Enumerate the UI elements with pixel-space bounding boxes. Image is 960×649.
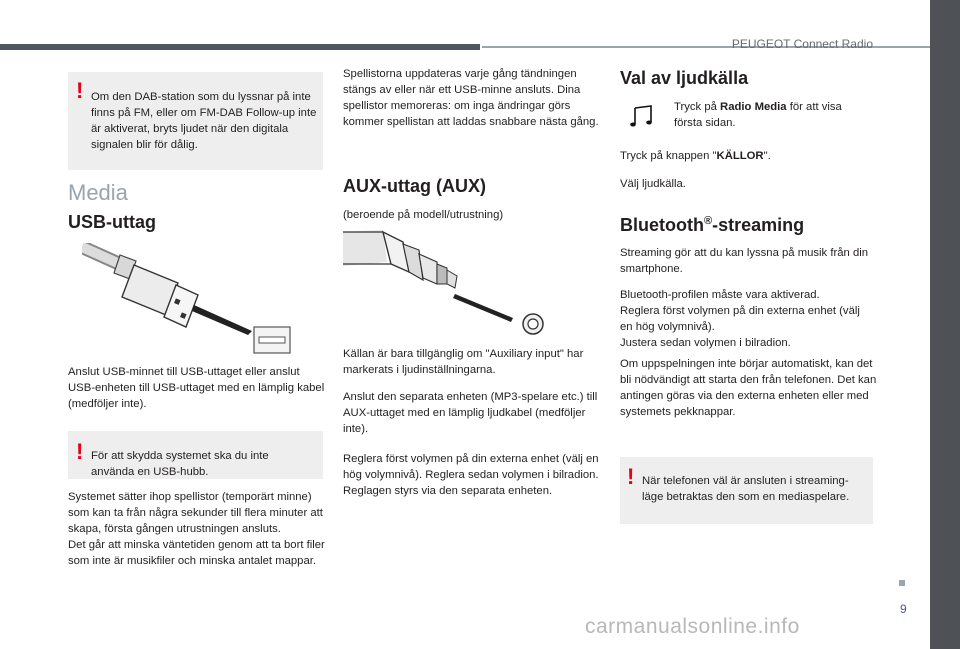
header-bar-dark (0, 44, 480, 50)
exclamation-icon: ! (627, 464, 635, 489)
bluetooth-paragraph-3: Om uppspelningen inte börjar automatiskt, kan det bli nödvändigt att starta den från telefonen. Det kan antingen göras via den externa enheten eller med systemets pekknappar. (620, 358, 877, 418)
note-hub-text: För att skydda systemet ska du inte använda en USB-hubb. (91, 450, 269, 479)
playlist-paragraph: Spellistorna uppdateras varje gång tändningen stängs av eller när ett USB-minne ansluts. Dina spellistor memoreras: om inga ändringar görs kommer spellistan att laddas snabbare nästa gång. (343, 68, 599, 128)
bluetooth-heading-suffix: -streaming (712, 215, 805, 235)
media-heading: Media (68, 180, 128, 205)
aux-subtitle: (beroende på modell/utrustning) (343, 209, 504, 221)
exclamation-icon: ! (76, 439, 84, 464)
watermark: carmanualsonline.info (585, 615, 800, 638)
source-paragraph-3: Välj ljudkälla. (620, 178, 686, 190)
source-p1-text: Tryck på (674, 101, 721, 113)
exclamation-icon: ! (76, 78, 84, 103)
source-p2-text: Tryck på knappen " (620, 150, 717, 162)
usb-paragraph-1: Anslut USB-minnet till USB-uttaget eller anslut USB-enheten till USB-uttaget med en lämplig kabel (medföljer inte). (68, 366, 325, 410)
aux-jack-icon (343, 228, 548, 336)
source-heading: Val av ljudkälla (620, 68, 749, 88)
right-sidebar (930, 0, 960, 649)
source-paragraph-2 (620, 148, 880, 164)
kallor-label: KÄLLOR (716, 150, 764, 162)
end-mark (899, 580, 905, 586)
header-title: PEUGEOT Connect Radio (731, 37, 873, 51)
usb-paragraph-2: Systemet sätter ihop spellistor (temporärt minne) som kan ta från några sekunder till flera minuter att skapa, första gången utrustningen ansluts. Det går att minska väntetiden genom att ta bort filer som inte är musikfiler och minska antalet mappar. (68, 491, 325, 567)
music-note-icon (630, 103, 656, 129)
source-paragraph-1 (674, 99, 864, 131)
note-dab-text: Om den DAB-station som du lyssnar på inte finns på FM, eller om FM-DAB Follow-up inte är aktiverat, bryts ljudet när den digitala signalen blir för dålig. (91, 91, 317, 152)
aux-paragraph-1: Källan är bara tillgänglig om "Auxiliary input" har markerats i ljudinställningarna. (343, 348, 584, 376)
aux-heading: AUX-uttag (AUX) (343, 176, 486, 196)
bluetooth-paragraph-1: Streaming gör att du kan lyssna på musik från din smartphone. (620, 247, 869, 275)
aux-paragraph-3: Reglera först volymen på din externa enhet (välj en hög volymnivå). Reglera sedan volymen i bilradion. Reglagen styrs via den separata enheten. (343, 453, 599, 497)
registered-mark: ® (703, 215, 713, 227)
radio-media-label: Radio Media (720, 101, 787, 113)
bluetooth-heading (620, 215, 804, 236)
bluetooth-heading-text: Bluetooth (620, 215, 704, 235)
usb-heading: USB-uttag (68, 212, 156, 232)
source-p2-text-end: ". (763, 150, 771, 162)
bluetooth-paragraph-2: Bluetooth-profilen måste vara aktiverad. Reglera först volymen på din externa enhet (välj en hög volymnivå). Justera sedan volymen i bilradion. (620, 289, 860, 349)
note-streaming-text: När telefonen väl är ansluten i streaming-läge betraktas den som en mediaspelare. (642, 475, 850, 504)
page-number: 9 (900, 602, 907, 616)
source-p1-text-end: för att visa första sidan. (674, 101, 842, 129)
usb-plug-icon (82, 243, 292, 355)
aux-paragraph-2: Anslut den separata enheten (MP3-spelare etc.) till AUX-uttaget med en lämplig ljudkabel (medföljer inte). (343, 391, 598, 435)
